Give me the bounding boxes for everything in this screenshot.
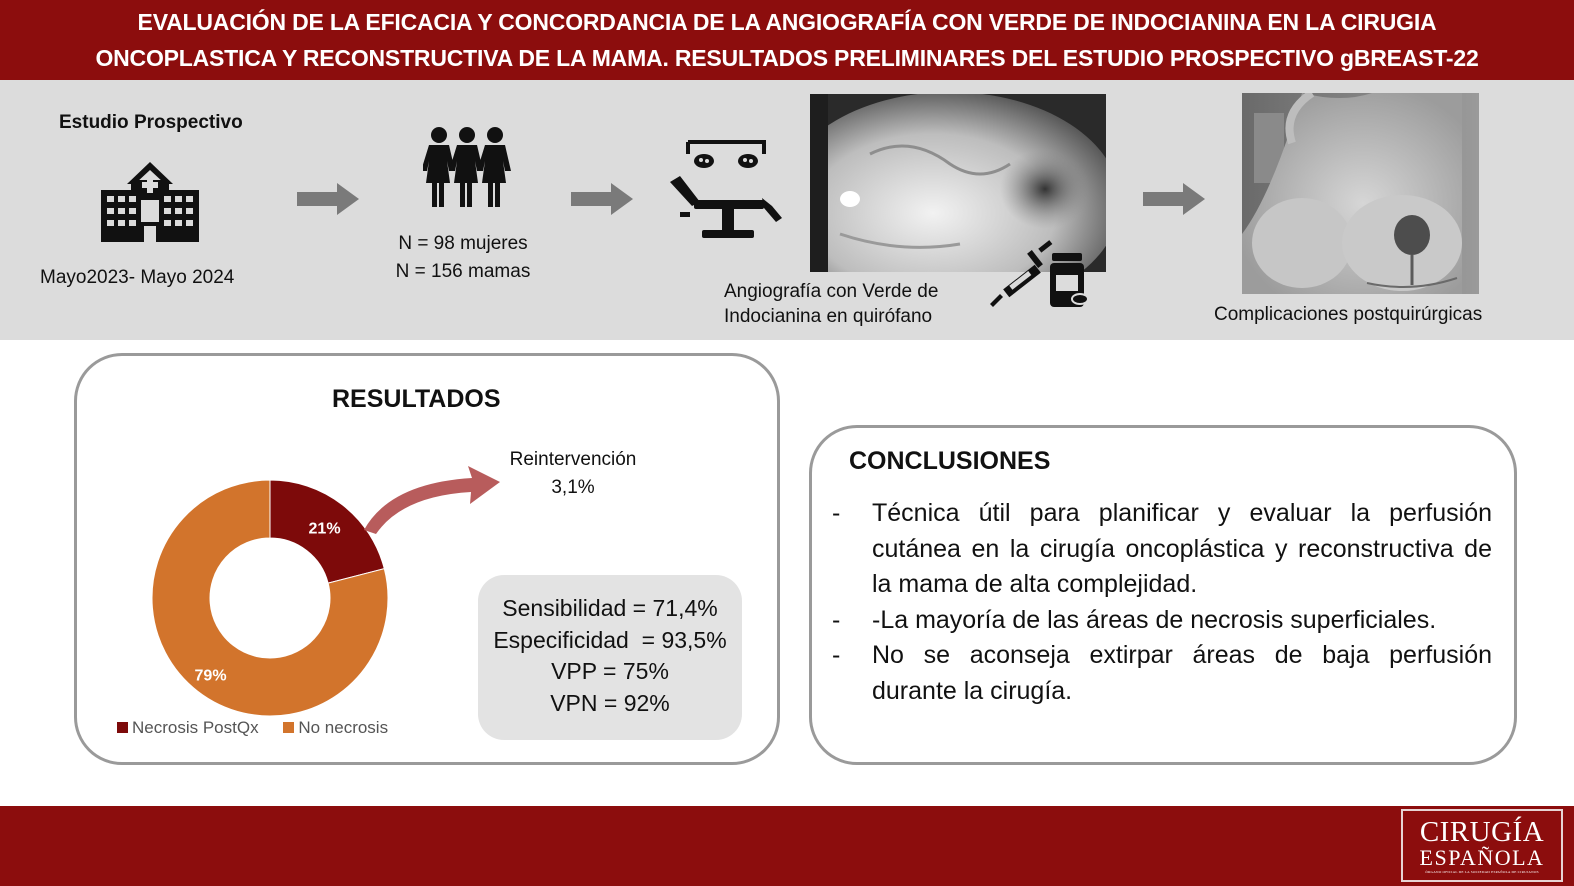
title-line-2: ONCOPLASTICA Y RECONSTRUCTIVA DE LA MAMA. RESULTADOS PRELIMINARES DEL ESTUDIO PROSPECTIVO gBREAST-22 [95,45,1479,71]
flow-arrow-2 [571,183,633,215]
medicine-bottle-icon [1048,253,1090,309]
conclusion-item [832,496,1492,603]
stat-npv: VPN = 92% [550,689,670,716]
angiography-caption [724,279,938,329]
title-line-1: EVALUACIÓN DE LA EFICACIA Y CONCORDANCIA DE LA ANGIOGRAFÍA CON VERDE DE INDOCIANINA EN LA CIRUGIA [137,9,1437,35]
stat-ppv: VPP = 75% [551,658,669,684]
study-label: Estudio Prospectivo [59,112,243,133]
slice-label-no-necrosis: 79% [194,667,227,685]
title-banner [0,0,1574,80]
conclusion-text-1: Técnica útil para planificar y evaluar la perfusión cutánea en la cirugía oncoplástica y reconstructiva de la mama de alta complejidad. [872,499,1492,598]
flow-arrow-1 [297,183,359,215]
legend-label-no-necrosis: No necrosis [298,718,389,737]
chart-legend [117,718,388,738]
bullet-dash: - [832,641,841,669]
logo-line-2: ESPAÑOLA [1419,845,1545,870]
reintervention-label: Reintervención [509,449,637,470]
study-period: Mayo2023- Mayo 2024 [40,267,235,288]
stat-sensitivity: Sensibilidad = 71,4% [502,595,718,621]
conclusions-title: CONCLUSIONES [849,447,1051,475]
conclusions-list [832,496,1492,709]
bullet-dash: - [832,499,841,527]
angiography-caption-line2: Indocianina en quirófano [724,306,933,327]
bullet-dash: - [832,605,841,634]
reintervention-callout [488,446,658,502]
diagnostic-stats-box [478,575,742,740]
hospital-icon [97,160,203,246]
women-group-icon [423,125,511,207]
slice-label-necrosis: 21% [308,520,341,538]
footer-banner [0,806,1574,886]
conclusion-item [832,638,1492,709]
cohort-breasts: N = 156 mamas [395,261,531,282]
cohort-info [373,230,553,286]
conclusion-text-2: -La mayoría de las áreas de necrosis superficiales. [872,605,1437,634]
journal-logo [1401,809,1563,882]
reintervention-value: 3,1% [551,477,595,498]
cohort-women: N = 98 mujeres [398,233,528,254]
complications-label: Complicaciones postquirúrgicas [1214,304,1483,325]
logo-line-1: CIRUGÍA [1419,816,1545,848]
legend-swatch-necrosis [117,722,128,733]
stat-specificity: Especificidad = 93,5% [493,626,727,653]
results-title: RESULTADOS [332,385,501,413]
angiography-caption-line1: Angiografía con Verde de [724,281,939,302]
legend-label-necrosis: Necrosis PostQx [132,718,259,737]
legend-swatch-no-necrosis [283,722,294,733]
postoperative-photo [1242,93,1479,294]
flow-arrow-3 [1143,183,1205,215]
operating-table-icon [666,134,786,244]
conclusion-item [832,603,1492,639]
logo-line-3: ÓRGANO OFICIAL DE LA SOCIEDAD ESPAÑOLA DE CIRUJANOS [1425,870,1539,874]
conclusion-text-3: No se aconseja extirpar áreas de baja perfusión durante la cirugía. [872,641,1492,705]
